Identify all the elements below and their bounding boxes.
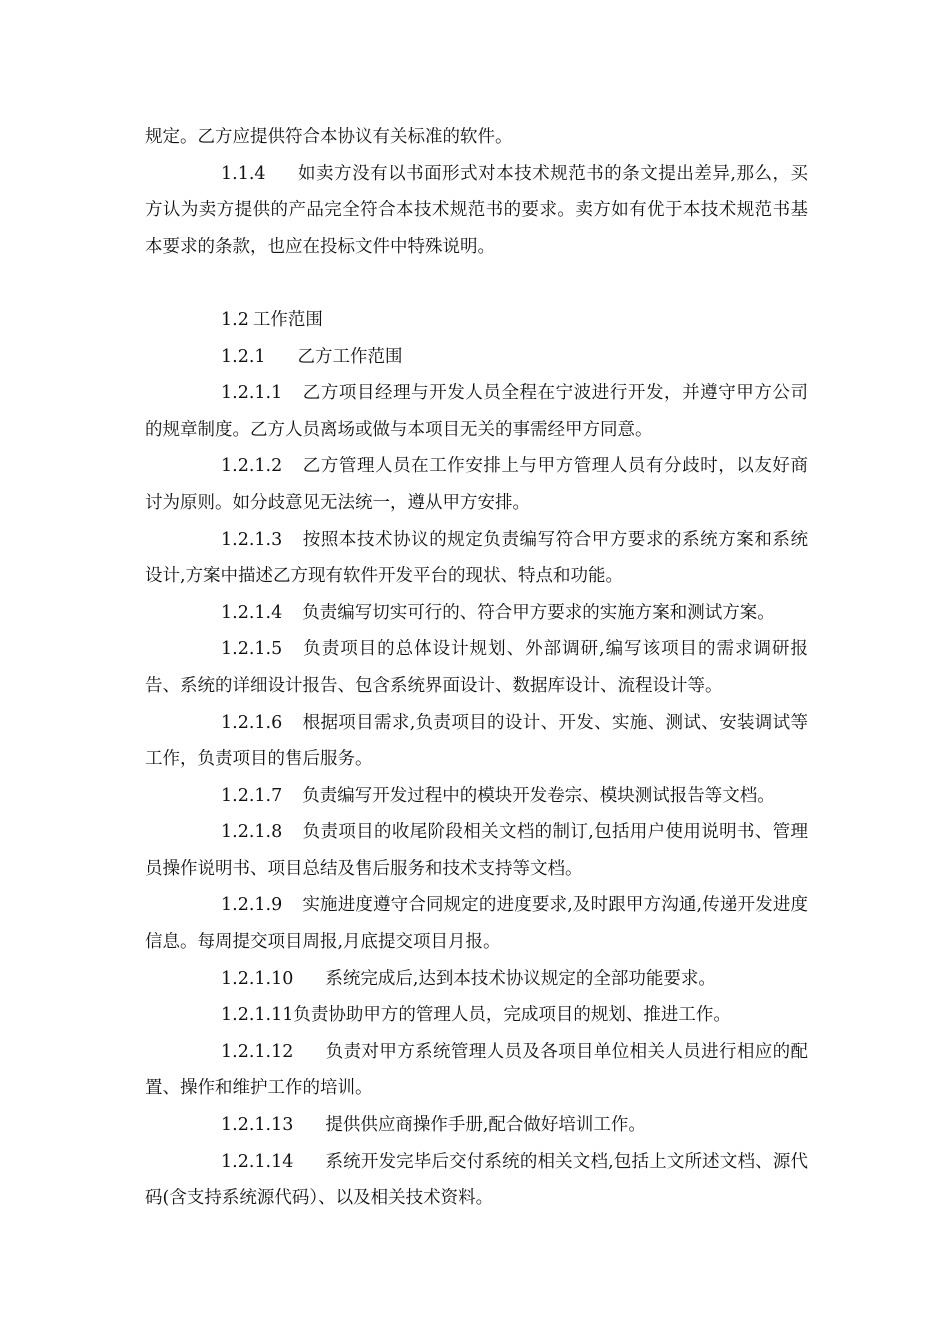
clause-text: 系统完成后,达到本技术协议规定的全部功能要求。: [325, 968, 716, 989]
clause-number: 1.2.1.10: [221, 968, 294, 989]
clause-1-2-1-13: [145, 1107, 808, 1144]
clause-1-2-1-12: [145, 1034, 808, 1107]
clause-1-2-1-2: [145, 448, 808, 521]
clause-number: 1.2.1.8: [221, 822, 283, 843]
clause-text: 系统开发完毕后交付系统的相关文档,包括上文所述文档、源代码(含支持系统源代码）、以及相关技术资料。: [145, 1151, 808, 1209]
clause-number: 1.2.1.2: [221, 456, 283, 477]
clause-number: 1.2.1: [221, 346, 266, 367]
clause-text: 负责编写切实可行的、符合甲方要求的实施方案和测试方案。: [302, 602, 775, 623]
clause-1-2-1-10: [145, 961, 808, 998]
clause-number: 1.2.1.12: [221, 1041, 294, 1062]
clause-text: 按照本技术协议的规定负责编写符合甲方要求的系统方案和系统设计,方案中描述乙方现有软件开发平台的现状、特点和功能。: [145, 529, 808, 587]
clause-number: 1.2.1.4: [221, 602, 283, 623]
clause-text: 负责项目的收尾阶段相关文档的制订,包括用户使用说明书、管理员操作说明书、项目总结及售后服务和技术支持等文档。: [145, 822, 808, 879]
clause-number: 1.2.1.3: [221, 529, 283, 550]
clause-number: 1.2.1.5: [221, 639, 283, 660]
clause-1-2-1-3: [145, 522, 808, 595]
clause-text: 负责编写开发过程中的模块开发卷宗、模块测试报告等文档。: [302, 785, 775, 806]
clause-text: 乙方项目经理与开发人员全程在宁波进行开发，并遵守甲方公司的规章制度。乙方人员离场或做与本项目无关的事需经甲方同意。: [145, 383, 808, 440]
clause-1-2-1-4: [145, 595, 808, 632]
clause-number: 1.1.4: [221, 163, 266, 184]
clause-text: 负责协助甲方的管理人员，完成项目的规划、推进工作。: [293, 1005, 731, 1026]
section-title: 工作范围: [252, 309, 323, 330]
clause-1-2-1-6: [145, 705, 808, 778]
clause-number: 1.2.1.7: [221, 785, 283, 806]
clause-1-2-1-1: [145, 375, 808, 448]
clause-text: 乙方管理人员在工作安排上与甲方管理人员有分歧时，以友好商讨为原则。如分歧意见无法统一，遵从甲方安排。: [145, 456, 808, 513]
clause-number: 1.2.1.6: [221, 712, 283, 733]
blank-line: [145, 265, 808, 302]
clause-1-2-1-9: [145, 887, 808, 960]
clause-text: 负责对甲方系统管理人员及各项目单位相关人员进行相应的配置、操作和维护工作的培训。: [145, 1041, 808, 1099]
clause-text: 提供供应商操作手册,配合做好培训工作。: [325, 1115, 646, 1136]
clause-number: 1.2: [221, 309, 249, 330]
clause-number: 1.2.1.13: [221, 1115, 294, 1136]
clause-1-2-1: [145, 339, 808, 376]
clause-number: 1.2.1.1: [221, 383, 283, 404]
clause-1-2-1-8: [145, 814, 808, 887]
clause-number: 1.2.1.9: [221, 895, 283, 916]
paragraph-continuation: 规定。乙方应提供符合本协议有关标准的软件。: [145, 127, 513, 147]
clause-text: 根据项目需求,负责项目的设计、开发、实施、测试、安装调试等工作，负责项目的售后服务。: [145, 712, 808, 770]
clause-number: 1.2.1.14: [221, 1151, 294, 1172]
clause-text: 乙方工作范围: [297, 346, 403, 367]
clause-1-2-1-5: [145, 631, 808, 704]
clause-text: 如卖方没有以书面形式对本技术规范书的条文提出差异,那么，买方认为卖方提供的产品完全符合本技术规范书的要求。卖方如有优于本技术规范书基本要求的条款，也应在投标文件中特殊说明。: [145, 163, 808, 257]
clause-number: 1.2.1.11: [221, 1005, 294, 1026]
clause-1-2-1-14: [145, 1144, 808, 1217]
clause-1-2-1-7: [145, 778, 808, 815]
document-body: [145, 119, 808, 1217]
clause-1-1-4: [145, 156, 808, 266]
section-heading-1-2: [145, 302, 808, 339]
clause-1-2-1-11: [145, 997, 808, 1034]
clause-text: 实施进度遵守合同规定的进度要求,及时跟甲方沟通,传递开发进度信息。每周提交项目周报,月底提交项目月报。: [145, 895, 808, 953]
clause-text: 负责项目的总体设计规划、外部调研,编写该项目的需求调研报告、系统的详细设计报告、包含系统界面设计、数据库设计、流程设计等。: [145, 639, 808, 696]
